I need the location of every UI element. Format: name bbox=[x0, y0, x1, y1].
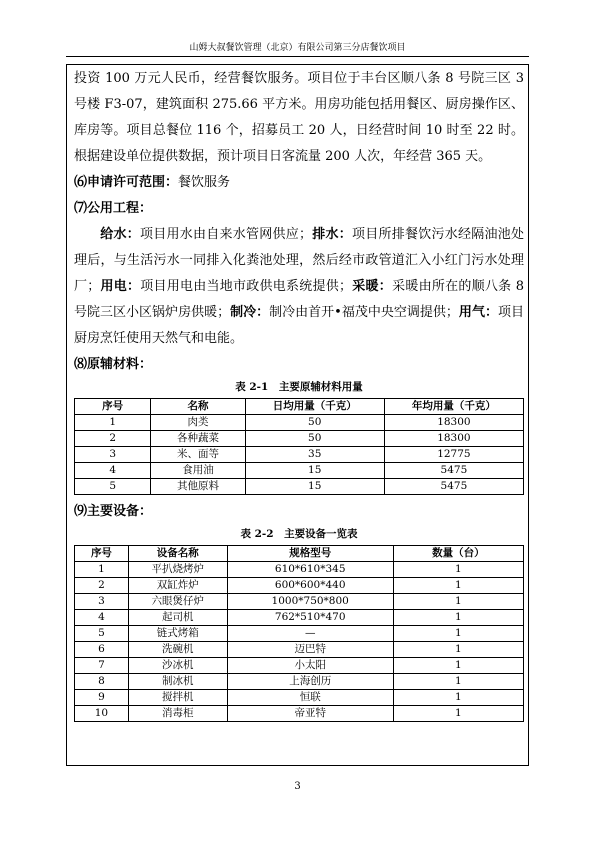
table-cell: 8 bbox=[75, 674, 129, 690]
table-cell: 其他原料 bbox=[151, 479, 245, 495]
table-cell: 1000*750*800 bbox=[227, 594, 393, 610]
materials-header-row bbox=[75, 399, 524, 415]
table-cell: 食用油 bbox=[151, 463, 245, 479]
table-row bbox=[75, 594, 524, 610]
table-cell: 5 bbox=[75, 626, 129, 642]
table-cell: 1 bbox=[393, 578, 523, 594]
table-row bbox=[75, 658, 524, 674]
power-text: 项目用电由当地市政供电系统提供； bbox=[140, 279, 353, 294]
table-cell: 15 bbox=[245, 463, 384, 479]
scope-label: ⑹申请许可范围： bbox=[74, 175, 179, 190]
materials-col-header: 日均用量（千克） bbox=[245, 399, 384, 415]
table-cell: 4 bbox=[75, 610, 129, 626]
table-cell: 762*510*470 bbox=[227, 610, 393, 626]
table-cell: 恒联 bbox=[227, 690, 393, 706]
power-label: 用电： bbox=[100, 279, 141, 294]
table-cell: 洗碗机 bbox=[128, 642, 227, 658]
table-cell: 15 bbox=[245, 479, 384, 495]
equipment-caption: 表 2-2 主要设备一览表 bbox=[240, 528, 358, 540]
table-row bbox=[75, 562, 524, 578]
table-cell: 1 bbox=[75, 562, 129, 578]
table-cell: 双缸炸炉 bbox=[128, 578, 227, 594]
table-cell: 50 bbox=[245, 415, 384, 431]
table-cell: 1 bbox=[393, 610, 523, 626]
table-cell: 3 bbox=[75, 447, 151, 463]
utilities-paragraph bbox=[74, 222, 524, 352]
drain-text: 项目所排餐饮污水经隔油池处理后，与生活污水一同排入化粪池处理，然后经市政管道汇入小红门污水处理厂； bbox=[74, 227, 524, 294]
table-cell: 起司机 bbox=[128, 610, 227, 626]
table-cell: 迈巴特 bbox=[227, 642, 393, 658]
table-cell: 搅拌机 bbox=[128, 690, 227, 706]
gas-label: 用气： bbox=[458, 305, 498, 320]
table-cell: 5475 bbox=[384, 479, 523, 495]
drain-label: 排水： bbox=[311, 227, 352, 242]
page-number: 3 bbox=[294, 781, 301, 792]
table-row bbox=[75, 674, 524, 690]
table-cell: 9 bbox=[75, 690, 129, 706]
table-cell: 制冰机 bbox=[128, 674, 227, 690]
table-cell: 10 bbox=[75, 706, 129, 722]
table-cell: 沙冰机 bbox=[128, 658, 227, 674]
water-label: 给水： bbox=[100, 227, 140, 242]
table-cell: 消毒柜 bbox=[128, 706, 227, 722]
table-cell: 各种蔬菜 bbox=[151, 431, 245, 447]
table-row bbox=[75, 642, 524, 658]
table-cell: 1 bbox=[393, 626, 523, 642]
materials-caption: 表 2-1 主要原辅材料用量 bbox=[235, 381, 363, 393]
table-cell: 600*600*440 bbox=[227, 578, 393, 594]
table-cell: 1 bbox=[75, 415, 151, 431]
table-cell: 12775 bbox=[384, 447, 523, 463]
table-cell: 肉类 bbox=[151, 415, 245, 431]
equipment-header-row bbox=[75, 546, 524, 562]
table-cell: 米、面等 bbox=[151, 447, 245, 463]
utilities-heading: ⑺公用工程： bbox=[74, 201, 153, 216]
materials-table bbox=[74, 398, 524, 495]
intro-paragraph: 投资 100 万元人民币，经营餐饮服务。项目位于丰台区顺八条 8 号院三区 3 号楼 F3-07，建筑面积 275.66 平方米。用房功能包括用餐区、厨房操作区、库房等。项目总餐位 116 个，招募员工 20 人，日经营时间 10 时至 22 时。根据建设单位提供数据，预计项目日客流量 200 人次，年经营 365 天。 bbox=[74, 71, 524, 164]
table-cell: 1 bbox=[393, 642, 523, 658]
table-cell: 3 bbox=[75, 594, 129, 610]
table-row bbox=[75, 690, 524, 706]
table-cell: 2 bbox=[75, 431, 151, 447]
header-rule bbox=[66, 56, 529, 57]
table-cell: 5 bbox=[75, 479, 151, 495]
equipment-body bbox=[75, 562, 524, 722]
table-cell: 小太阳 bbox=[227, 658, 393, 674]
table-cell: 平扒烧烤炉 bbox=[128, 562, 227, 578]
table-cell: 35 bbox=[245, 447, 384, 463]
cool-label: 制冷： bbox=[230, 305, 270, 320]
table-cell: 18300 bbox=[384, 431, 523, 447]
table-cell: 2 bbox=[75, 578, 129, 594]
table-cell: 50 bbox=[245, 431, 384, 447]
table-row bbox=[75, 447, 524, 463]
table-cell: 1 bbox=[393, 674, 523, 690]
table-cell: 7 bbox=[75, 658, 129, 674]
table-cell: 1 bbox=[393, 706, 523, 722]
materials-col-header: 年均用量（千克） bbox=[384, 399, 523, 415]
table-cell: 1 bbox=[393, 594, 523, 610]
heat-label: 采暖： bbox=[352, 279, 393, 294]
cool-text: 制冷由首开•福茂中央空调提供； bbox=[269, 305, 459, 320]
table-cell: — bbox=[227, 626, 393, 642]
table-row bbox=[75, 706, 524, 722]
table-row bbox=[75, 610, 524, 626]
equipment-col-header: 数量（台） bbox=[393, 546, 523, 562]
page-content bbox=[74, 66, 524, 722]
water-text: 项目用水由自来水管网供应； bbox=[140, 227, 312, 242]
table-row bbox=[75, 431, 524, 447]
equipment-col-header: 设备名称 bbox=[128, 546, 227, 562]
heat-text: 采暖由所在的顺八条 8 号院三区小区锅炉房供暖； bbox=[74, 279, 524, 320]
table-cell: 4 bbox=[75, 463, 151, 479]
materials-col-header: 序号 bbox=[75, 399, 151, 415]
equipment-heading: ⑼主要设备： bbox=[74, 504, 153, 519]
equipment-table bbox=[74, 545, 524, 722]
materials-col-header: 名称 bbox=[151, 399, 245, 415]
table-cell: 610*610*345 bbox=[227, 562, 393, 578]
table-cell: 上海创历 bbox=[227, 674, 393, 690]
table-row bbox=[75, 578, 524, 594]
equipment-col-header: 规格型号 bbox=[227, 546, 393, 562]
table-cell: 帝亚特 bbox=[227, 706, 393, 722]
equipment-col-header: 序号 bbox=[75, 546, 129, 562]
table-row bbox=[75, 479, 524, 495]
table-row bbox=[75, 415, 524, 431]
scope-value: 餐饮服务 bbox=[178, 175, 231, 190]
table-cell: 六眼煲仔炉 bbox=[128, 594, 227, 610]
page-header: 山姆大叔餐饮管理（北京）有限公司第三分店餐饮项目 bbox=[189, 43, 406, 53]
table-cell: 1 bbox=[393, 562, 523, 578]
materials-body bbox=[75, 415, 524, 495]
materials-heading: ⑻原辅材料： bbox=[74, 357, 153, 372]
table-row bbox=[75, 463, 524, 479]
table-cell: 18300 bbox=[384, 415, 523, 431]
table-row bbox=[75, 626, 524, 642]
table-cell: 6 bbox=[75, 642, 129, 658]
table-cell: 5475 bbox=[384, 463, 523, 479]
table-cell: 1 bbox=[393, 690, 523, 706]
gas-text: 项目厨房烹饪使用天然气和电能。 bbox=[74, 305, 524, 346]
table-cell: 1 bbox=[393, 658, 523, 674]
table-cell: 链式烤箱 bbox=[128, 626, 227, 642]
scope-line bbox=[74, 170, 524, 196]
